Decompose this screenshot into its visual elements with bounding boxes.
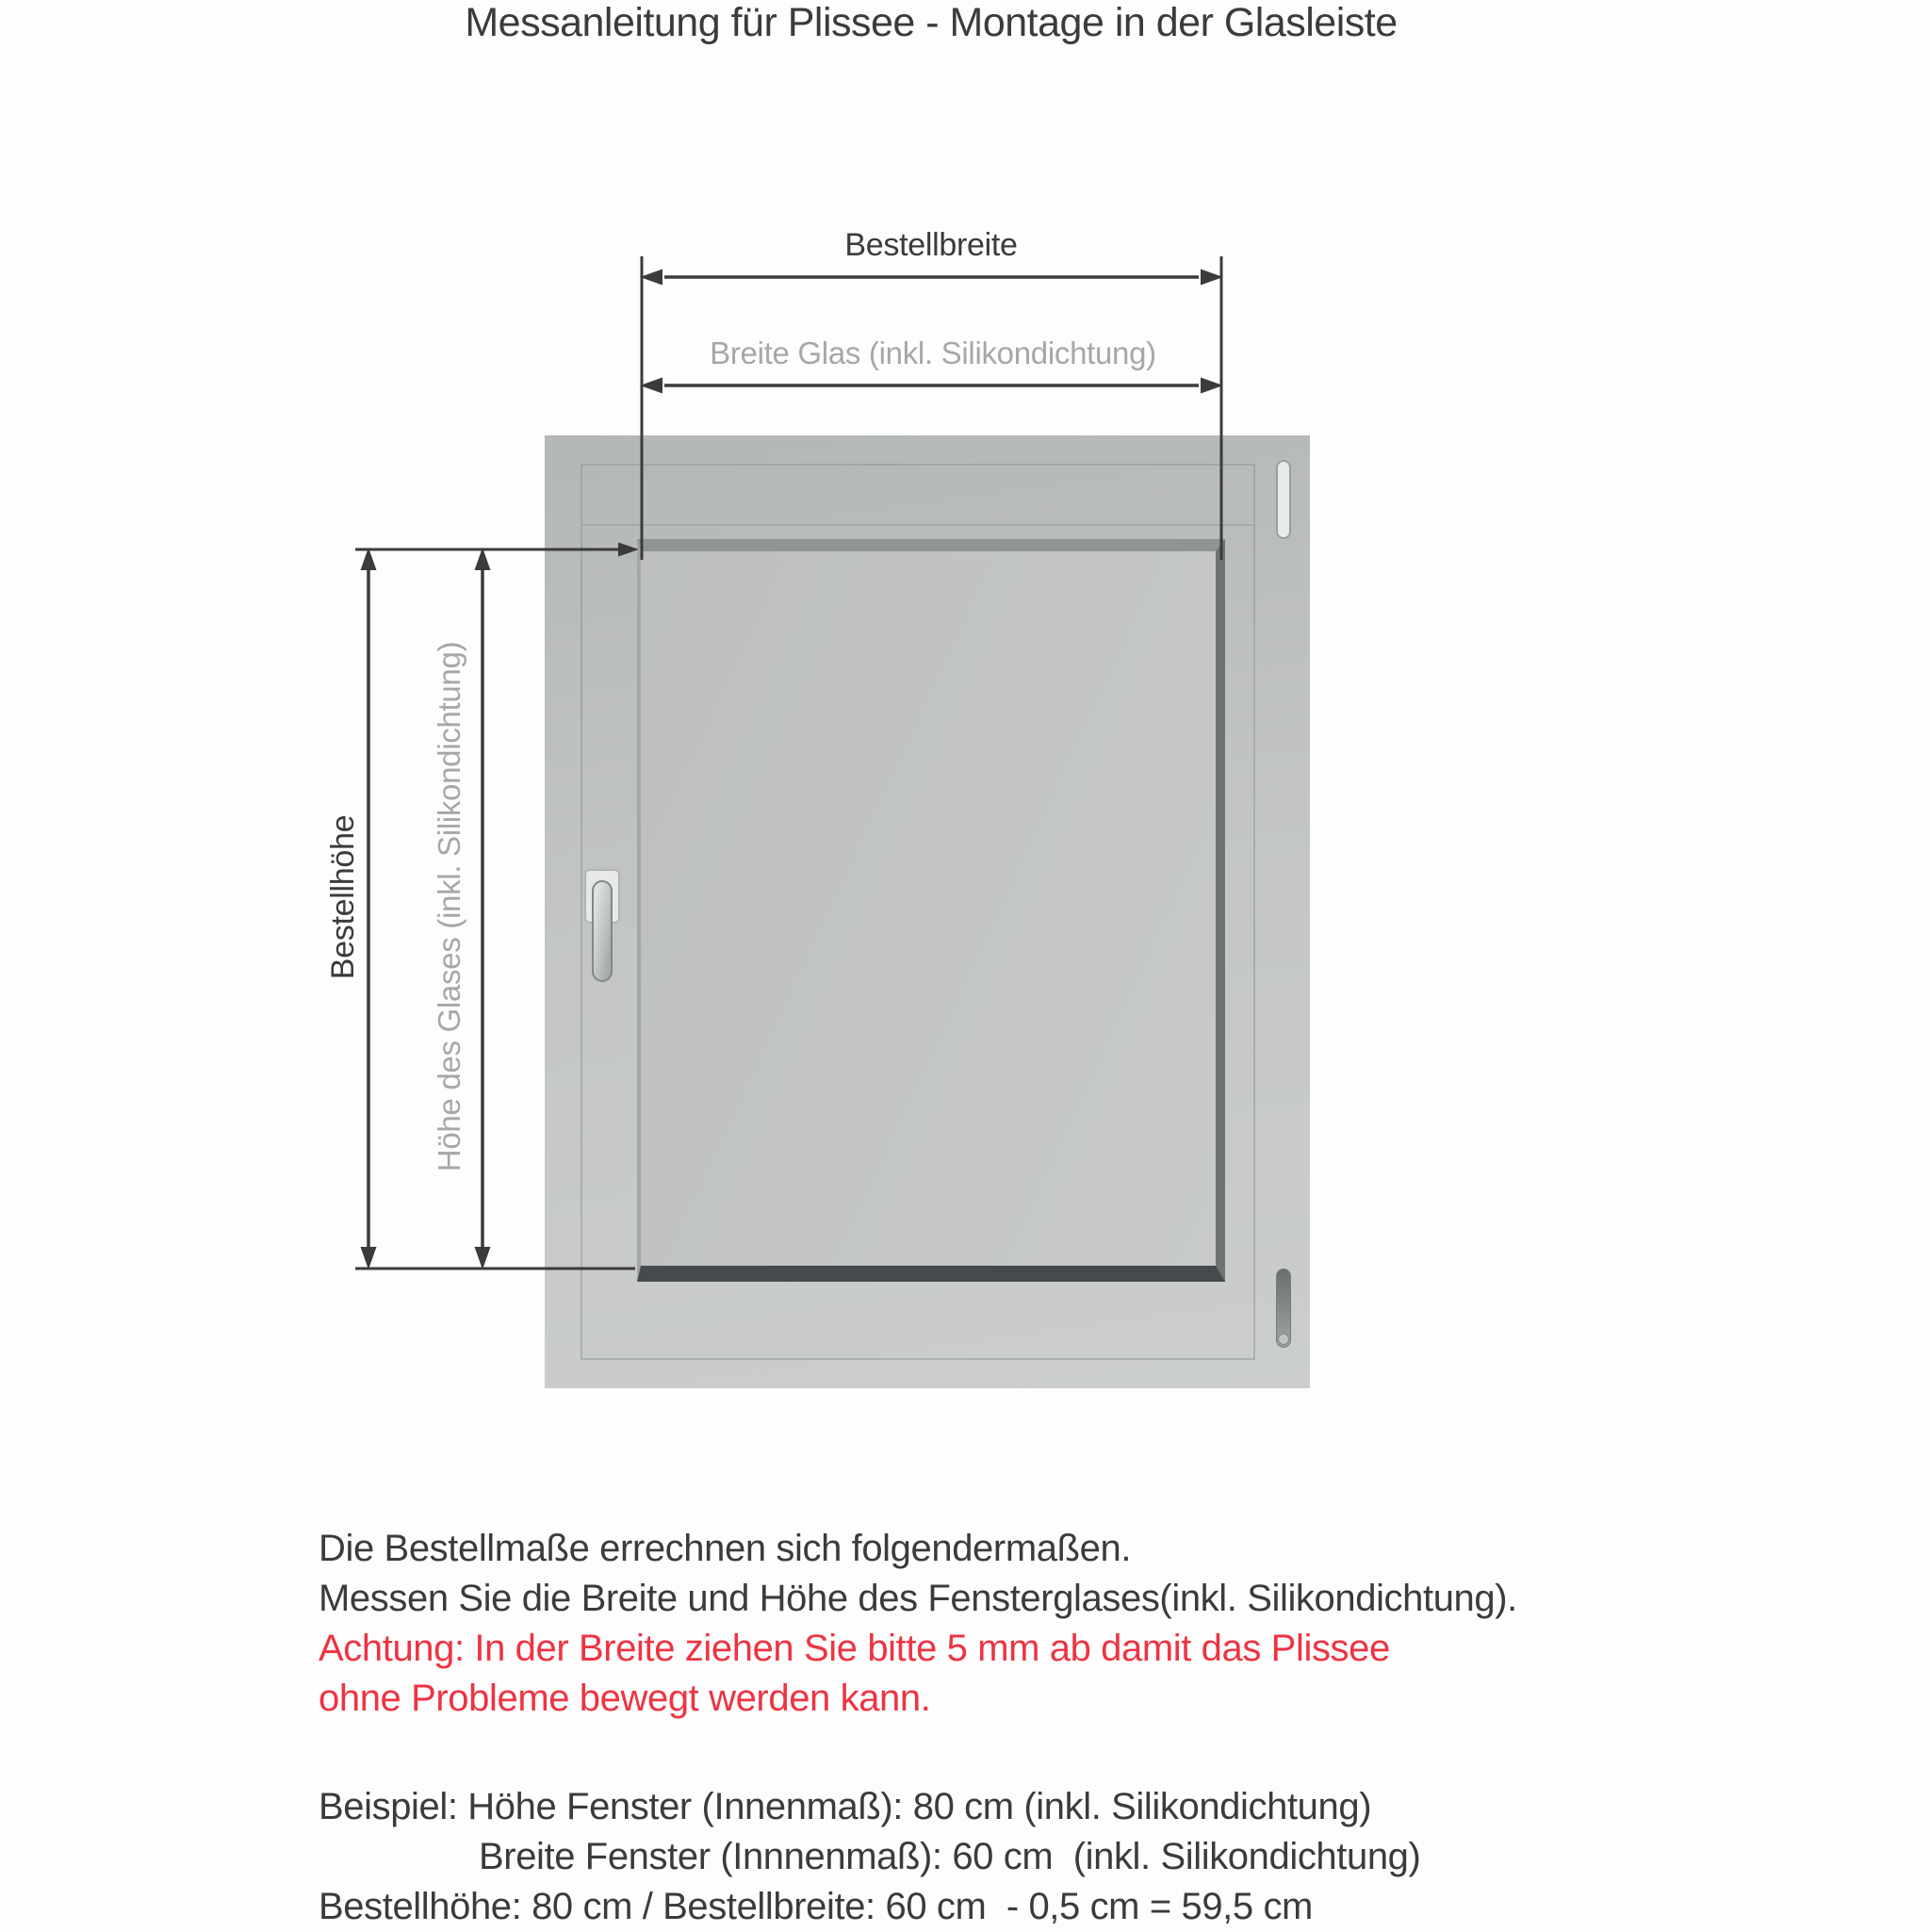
page-title: Messanleitung für Plissee - Montage in der Glasleiste: [465, 0, 1398, 45]
warning-line-2: ohne Probleme bewegt werden kann.: [319, 1678, 931, 1719]
example-height-line: Beispiel: Höhe Fenster (Innenmaß): 80 cm (inkl. Silikondichtung): [319, 1786, 1372, 1827]
warning-line-1: Achtung: In der Breite ziehen Sie bitte 5 mm ab damit das Plissee: [319, 1628, 1390, 1669]
window-handle: [592, 880, 613, 982]
window-illustration: [545, 435, 1310, 1388]
glass-height-label: Höhe des Glases (inkl. Silikondichtung): [432, 641, 466, 1172]
example-result-line: Bestellhöhe: 80 cm / Bestellbreite: 60 cm - 0,5 cm = 59,5 cm: [319, 1886, 1313, 1927]
example-text-block: [319, 1782, 1883, 1932]
glass-width-label: Breite Glas (inkl. Silikondichtung): [710, 336, 1156, 370]
hinge-bottom-icon: [1276, 1269, 1291, 1348]
window-glass-pane: [637, 539, 1225, 1282]
hinge-top-icon: [1276, 460, 1291, 539]
hinge-nub: [1278, 1334, 1289, 1345]
intro-line-1: Die Bestellmaße errechnen sich folgendermaßen.: [319, 1528, 1132, 1569]
example-width-line: Breite Fenster (Innnenmaß): 60 cm (inkl. Silikondichtung): [479, 1836, 1421, 1877]
intro-line-2: Messen Sie die Breite und Höhe des Fensterglases(inkl. Silikondichtung).: [319, 1578, 1517, 1619]
instruction-text-block: [319, 1524, 1883, 1724]
order-width-label: Bestellbreite: [844, 226, 1018, 263]
order-height-label: Bestellhöhe: [324, 814, 361, 980]
sash-shadow-line: [582, 524, 1253, 526]
